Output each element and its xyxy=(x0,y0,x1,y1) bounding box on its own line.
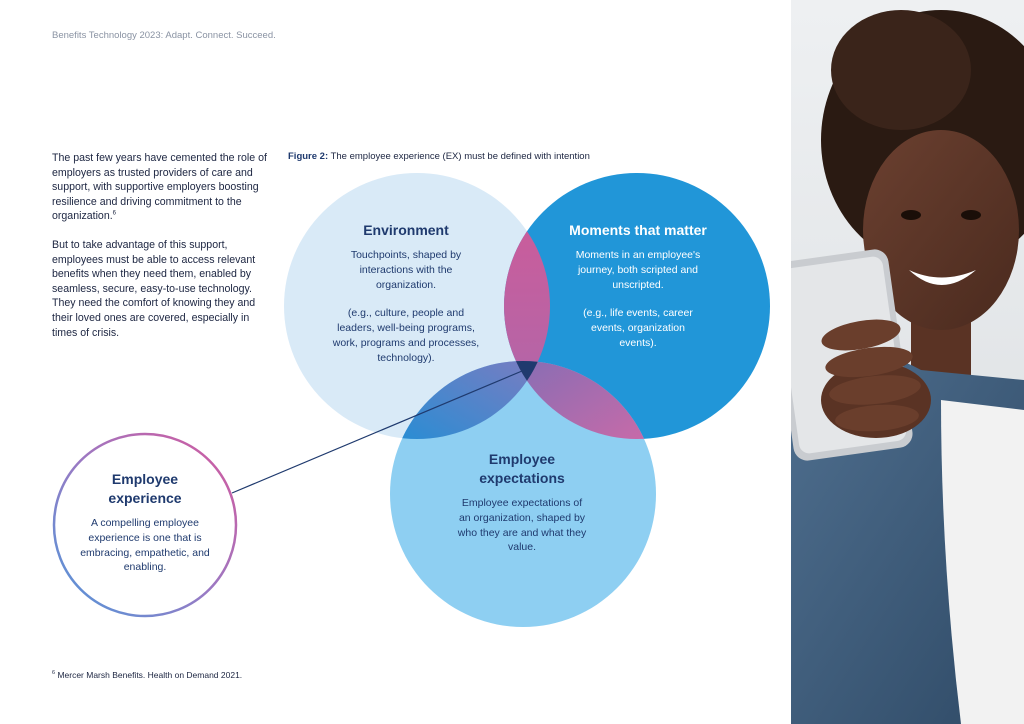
figure-caption-text: The employee experience (EX) must be defined with intention xyxy=(330,151,590,162)
moments-body: Moments in an employee's journey, both scripted and unscripted. xyxy=(575,249,701,291)
expectations-title: Employee expectations xyxy=(479,451,565,486)
environment-body: Touchpoints, shaped by interactions with the organization. xyxy=(350,249,462,291)
person-with-phone-photo xyxy=(791,0,1024,724)
figure-label: Figure 2: xyxy=(288,151,329,162)
environment-label xyxy=(328,221,484,366)
document-header-title: Benefits Technology 2023: Adapt. Connect. Succeed. xyxy=(52,30,276,41)
intro-paragraph-2: But to take advantage of this support, employees must be able to access relevant benefits when they need them, enabled by seamless, secure, easy-to-use technology. They need the comfort of knowing they and their loved ones are covered, especially in times of crisis. xyxy=(52,238,256,339)
footnote-reference: 6 xyxy=(112,210,117,217)
environment-title: Environment xyxy=(363,222,449,238)
experience-body: A compelling employee experience is one that is embracing, empathetic, and enabling. xyxy=(80,517,210,574)
moments-example: (e.g., life events, career events, organization events). xyxy=(583,307,693,349)
moments-label xyxy=(566,221,710,351)
footnote-number: 6 xyxy=(52,670,56,677)
expectations-label xyxy=(456,450,588,555)
footnote xyxy=(52,670,242,680)
expectations-body: Employee expectations of an organization, shaped by who they are and what they value. xyxy=(457,497,587,554)
footnote-text: Mercer Marsh Benefits. Health on Demand 2021. xyxy=(57,670,243,680)
experience-label xyxy=(78,470,212,575)
intro-paragraph-1: The past few years have cemented the role of employers as trusted providers of care and support, with supportive employers boosting resilience and driving commitment to the organization.$^6$ xyxy=(52,152,267,223)
moments-title: Moments that matter xyxy=(569,222,707,238)
experience-title: Employee experience xyxy=(108,471,182,506)
environment-example: (e.g., culture, people and leaders, well-being programs, work, programs and processes, technology). xyxy=(332,307,480,364)
